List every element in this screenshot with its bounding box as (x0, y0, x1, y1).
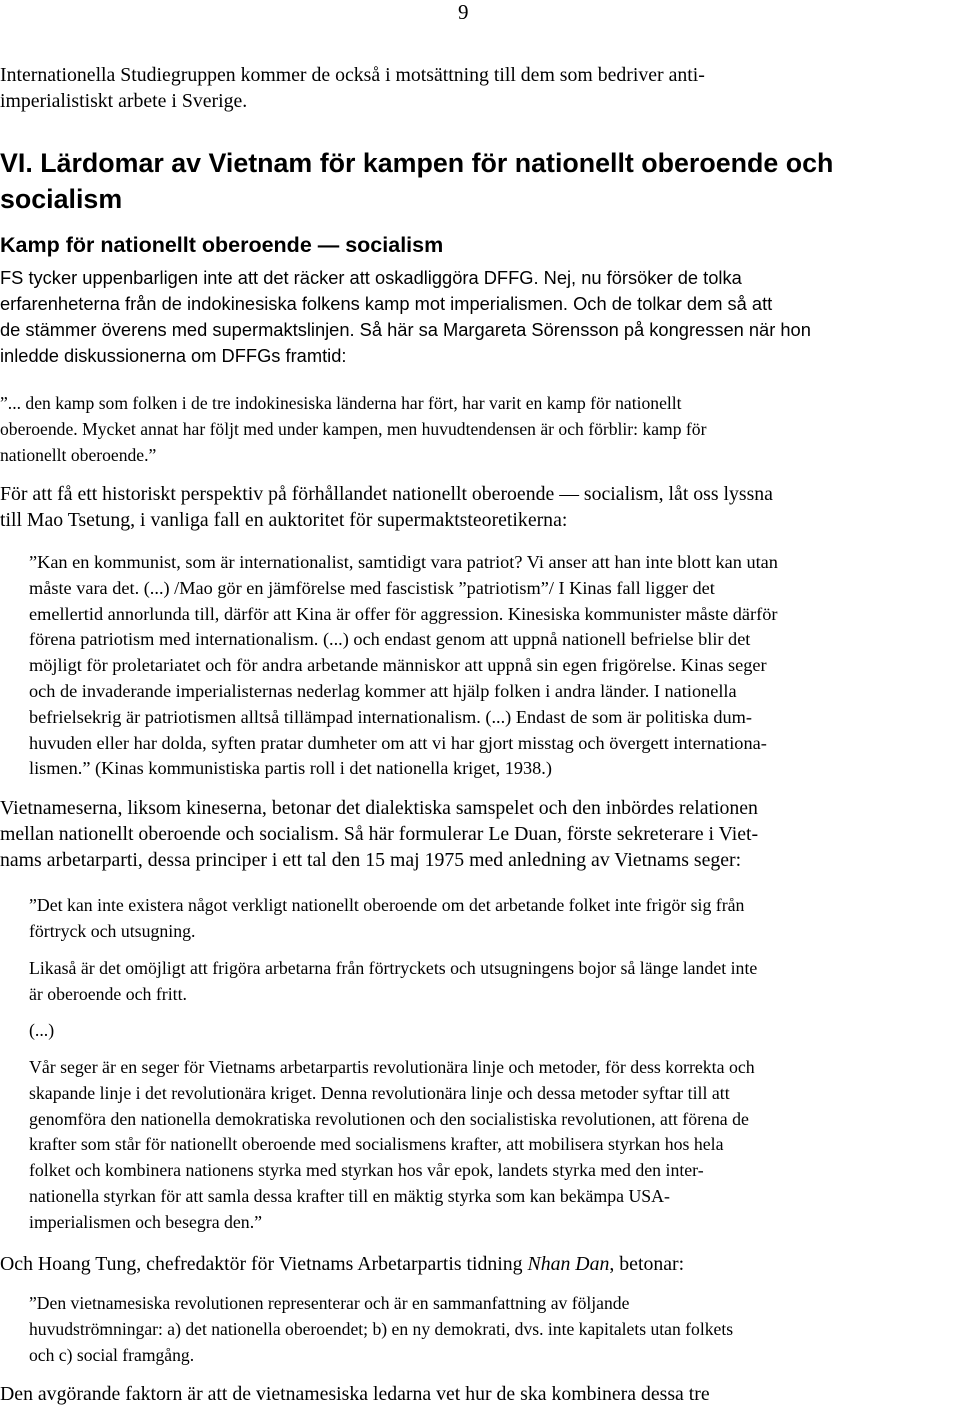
quote-line: imperialismen och besegra den.” (29, 1211, 263, 1232)
paragraph-fs-continued (0, 291, 958, 370)
text-line: nams arbetarparti, dessa principer i ett tal den 15 maj 1975 med anledning av Vietnams seger: (0, 849, 742, 872)
quote-line: ”Det kan inte existera något verkligt nationellt oberoende om det arbetande folket inte frigör sig från (29, 895, 745, 915)
text-line: Internationella Studiegruppen kommer de också i motsättning till dem som bedriver anti- (0, 64, 705, 86)
section-heading (0, 145, 958, 217)
quote-line: Likaså är det omöjligt att frigöra arbetarna från förtryckets och utsugningens bojor så länge landet inte (29, 958, 758, 978)
text-line: till Mao Tsetung, i vanliga fall en auktoritet för supermaktsteoretikerna: (0, 509, 568, 532)
text-line (0, 1251, 958, 1277)
quote-leduan-ellipsis: (...) (29, 1020, 55, 1040)
quote-line: förena patriotism med internationalism. (...) och endast genom att uppnå nationell befrielse blir det (29, 629, 751, 650)
paragraph-decisive-factor (0, 1381, 958, 1407)
paragraph-fs (0, 265, 958, 291)
quote-line: ”Den vietnamesiska revolutionen representerar och är en sammanfattning av följande (29, 1293, 630, 1313)
quote-line: huvudströmningar: a) det nationella oberoendet; b) en ny demokrati, dvs. inte kapitalets utan folkets (29, 1318, 734, 1339)
text-line: FS tycker uppenbarligen inte att det räcker att oskadliggöra DFFG. Nej, nu försöker de tolka (0, 267, 742, 288)
quote-line: skapande linje i det revolutionära kriget. Denna revolutionära linje och dessa metoder syftar till att (29, 1082, 730, 1103)
quote-sorensson (0, 391, 958, 468)
quote-line: emellertid annorlunda till, därför att Kina är offer för aggression. Kinesiska kommunister måste därför (29, 603, 778, 624)
quote-line: ”... den kamp som folken i de tre indokinesiska länderna har fört, har varit en kamp för nationellt (0, 393, 682, 413)
text-before-title: Och Hoang Tung, chefredaktör för Vietnams Arbetarpartis tidning (0, 1253, 528, 1275)
quote-line: måste vara det. (...) /Mao gör en jämförelse med fascistisk ”patriotism”/ I Kinas fall ligger det (29, 577, 715, 598)
page-number: 9 (458, 0, 469, 24)
intro-paragraph (0, 62, 958, 114)
text-line: Den avgörande faktorn är att de vietnamesiska ledarna vet hur de ska kombinera dessa tre (0, 1383, 710, 1405)
quote-line: lismen.” (Kinas kommunistiska partis roll i det nationella kriget, 1938.) (29, 758, 552, 779)
quote-line: ”Kan en kommunist, som är internationalist, samtidigt vara patriot? Vi anser att han inte blott kan utan (29, 552, 778, 572)
quote-line: nationella styrkan för att samla dessa krafter till en mäktig styrka som kan bekämpa USA- (29, 1185, 670, 1206)
quote-mao (29, 550, 959, 782)
quote-line: förtryck och utsugning. (29, 920, 196, 941)
paragraph-perspective (0, 481, 958, 533)
text-line: mellan nationellt oberoende och socialism. Så här formulerar Le Duan, förste sekreterare i Viet- (0, 823, 759, 846)
quote-line: möjligt för proletariatet och för andra arbetande människor att uppnå sin egen frigörelse. Kinas seger (29, 655, 767, 676)
quote-line: genomföra den nationella demokratiska revolutionen och den socialistiska revolutionen, att förena de (29, 1108, 749, 1129)
paragraph-vietnamese (0, 795, 958, 874)
text-line: erfarenheterna från de indokinesiska folkens kamp mot imperialismen. Och de tolkar dem så att (0, 293, 773, 314)
text-line: För att få ett historiskt perspektiv på förhållandet nationellt oberoende — socialism, låt oss lyssna (0, 483, 773, 505)
quote-line: oberoende. Mycket annat har följt med under kampen, men huvudtendensen är och förblir: kamp för (0, 418, 707, 439)
subheading: Kamp för nationellt oberoende — socialism (0, 233, 444, 257)
heading-line: socialism (0, 184, 123, 214)
quote-leduan-part1 (29, 893, 959, 945)
paragraph-hoang-tung (0, 1251, 958, 1277)
quote-line: och c) social framgång. (29, 1344, 195, 1365)
text-line: inledde diskussionerna om DFFGs framtid: (0, 345, 347, 367)
text-after-title: , betonar: (609, 1253, 685, 1275)
quote-line: huvuden eller har dolda, syften pratar dumheter om att vi har gjort misstag och övergett internationa- (29, 732, 767, 753)
quote-line: nationellt oberoende.” (0, 444, 157, 465)
heading-line: VI. Lärdomar av Vietnam för kampen för nationellt oberoende och (0, 148, 834, 178)
quote-leduan-part2 (29, 956, 959, 1008)
quote-leduan-part3 (29, 1055, 959, 1236)
quote-hoang-tung (29, 1291, 959, 1368)
quote-line: befrielsekrig är patriotismen alltså tillämpad internationalism. (...) Endast de som är politiska dum- (29, 706, 752, 727)
text-line: de stämmer överens med supermaktslinjen. Så här sa Margareta Sörensson på kongressen när hon (0, 319, 811, 341)
text-line: Vietnameserna, liksom kineserna, betonar det dialektiska samspelet och den inbördes relationen (0, 797, 758, 819)
quote-line: folket och kombinera nationens styrka med styrkan hos vår epok, landets styrka med den inter- (29, 1160, 704, 1181)
quote-line: Vår seger är en seger för Vietnams arbetarpartis revolutionära linje och metoder, för dess korrekta och (29, 1057, 755, 1077)
quote-line: är oberoende och fritt. (29, 983, 187, 1004)
quote-line: och de invaderande imperialisternas nederlag kommer att hjälp folken i andra länder. I nationella (29, 680, 737, 701)
text-line: imperialistiskt arbete i Sverige. (0, 90, 248, 113)
quote-line: krafter som står för nationellt oberoende med socialismens krafter, att mobilisera styrkan hos hela (29, 1134, 724, 1155)
newspaper-title: Nhan Dan (527, 1253, 610, 1275)
